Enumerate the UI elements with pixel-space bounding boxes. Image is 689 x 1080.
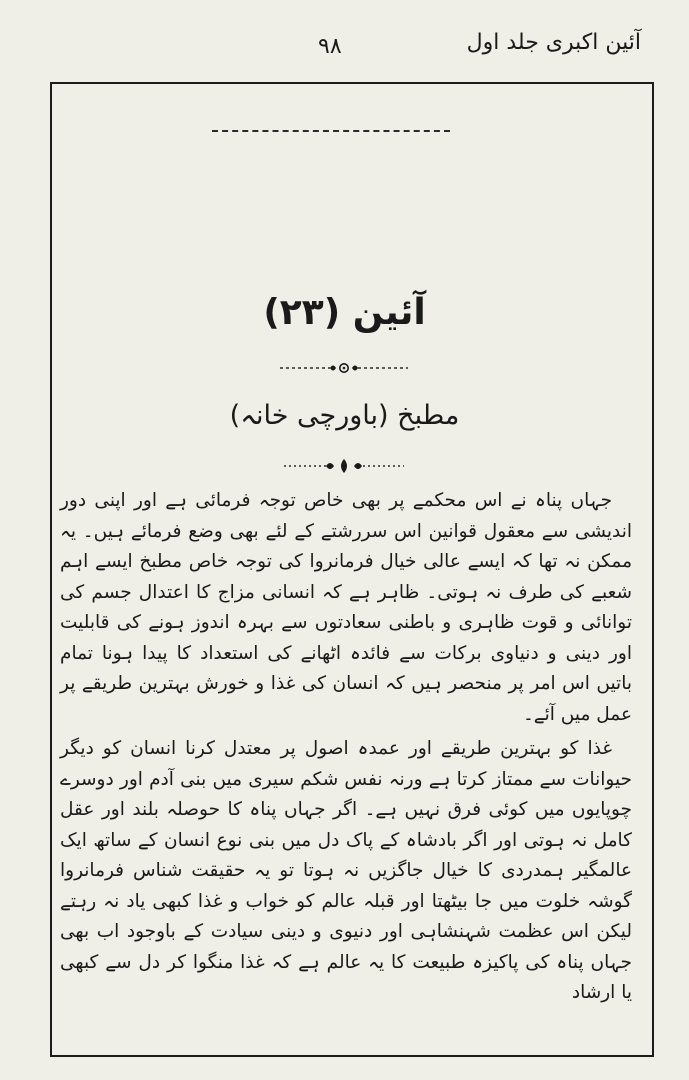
dashed-divider	[212, 130, 450, 132]
body-text	[60, 486, 632, 1009]
body-paragraph: غذا کو بہترین طریقے اور عمدہ اصول پر معتدل کرنا انسان کو دیگر حیوانات سے ممتاز کرتا ہے ورنہ نفس شکم سیری میں بنی آدم اور دوسرے چوپایوں میں کوئی فرق نہیں ہے۔ اگر جہاں پناہ کا حوصلہ بلند اور عقل کامل نہ ہوتی اور اگر بادشاہ کے پاک دل میں بنی نوع انسان کے ساتھ ایک عالمگیر ہمدردی کا خیال جاگزیں نہ ہوتا تو یہ حقیقت شناس فرمانروا گوشہ خلوت میں جا بیٹھتا اور قبلہ عالم کو خواب و غذا کبھی یاد نہ رہتے لیکن اس عظمت شہنشاہی اور دنیوی و دینی سیادت کے باوجود اب بھی جہاں پناہ کی پاکیزہ طبیعت کا یہ عالم ہے کہ غذا منگوا کر دل سے کبھی یا ارشاد	[60, 738, 632, 1003]
running-header-title: آئین اکبری جلد اول	[466, 30, 641, 55]
chapter-heading: آئین (۲۳)	[263, 292, 426, 333]
ornament-divider-bottom	[244, 456, 444, 476]
page-number: ۹۸	[318, 34, 342, 59]
section-heading: مطبخ (باورچی خانہ)	[229, 400, 460, 431]
body-paragraph: جہاں پناہ نے اس محکمے پر بھی خاص توجہ فرمائی ہے اور اپنی دور اندیشی سے معقول قوانین اس سررشتے کے لئے بھی وضع فرمائے ہیں۔ یہ ممکن نہ تھا کہ ایسے عالی خیال فرمانروا کی توجہ خاص مطبخ ایسے اہم شعبے کی طرف نہ ہوتی۔ ظاہر ہے کہ انسانی مزاج کا اعتدال جسم کی توانائی و قوت ظاہری و باطنی سعادتوں سے بہرہ اندوز ہونے کی قابلیت اور دینی و دنیاوی برکات سے فائدہ اٹھانے کی استعداد کا پیدا ہونا تمام باتیں اس امر پر منحصر ہیں کہ انسان کی غذا و خورش بہترین طریقے پر عمل میں آئے۔	[60, 490, 632, 725]
ornament-divider-top	[244, 358, 444, 378]
